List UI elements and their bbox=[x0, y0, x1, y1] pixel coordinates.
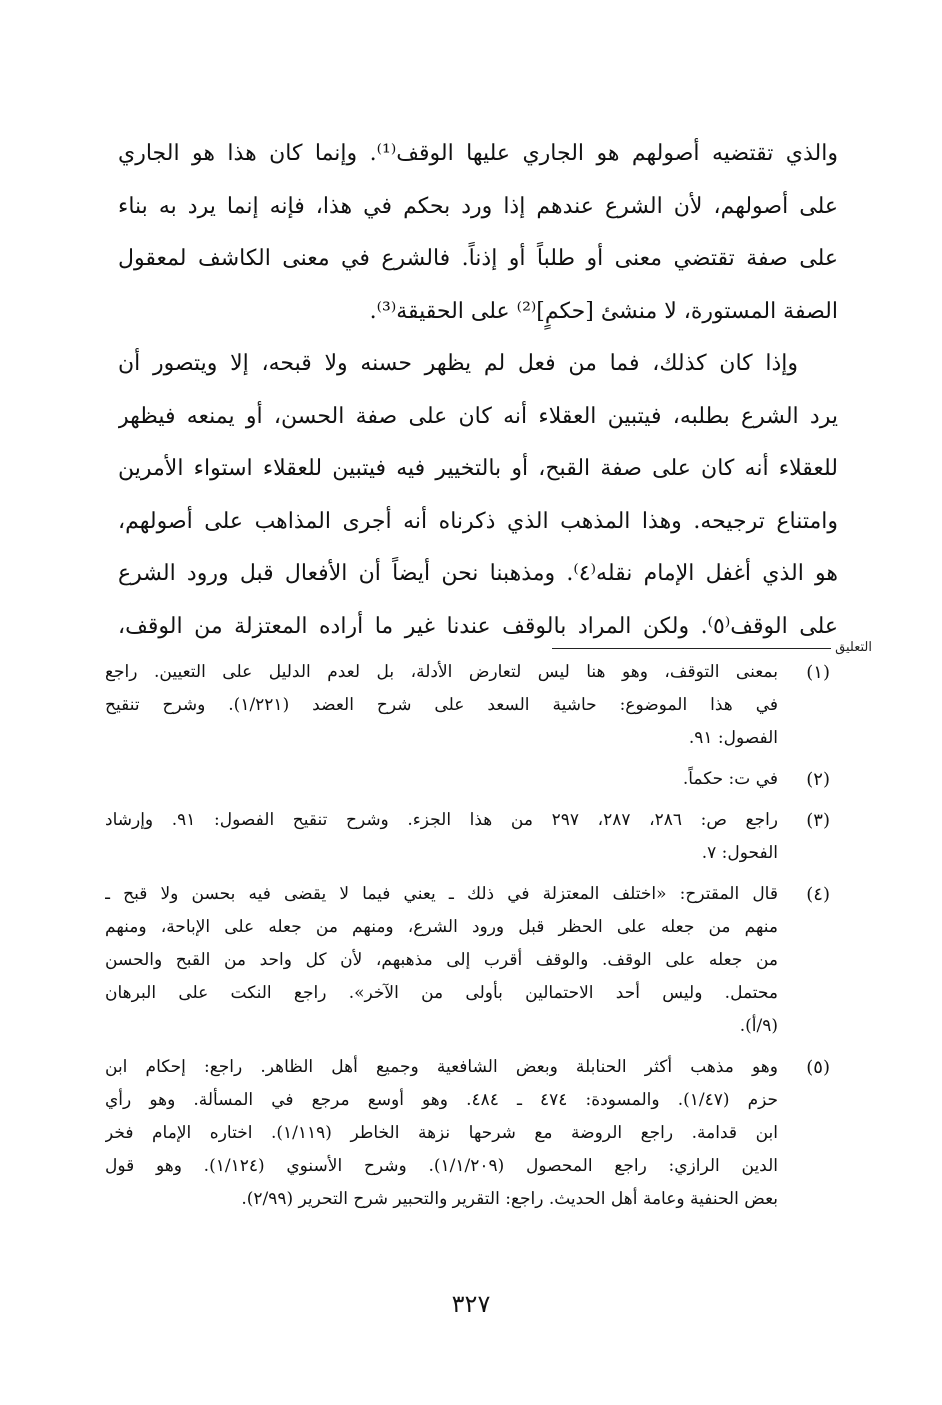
footnote-marker: (٢) bbox=[806, 769, 830, 790]
footnote-line: (٩/أ). bbox=[739, 1016, 778, 1036]
text-line: وإذا كان كذلك، فما من فعل لم يظهر حسنه ولا قبحه، إلا ويتصور أن bbox=[118, 351, 798, 376]
footnotes bbox=[105, 656, 830, 1224]
footnote-line: بمعنى التوقف، وهو هنا ليس لتعارض الأدلة، بل لعدم الدليل على التعيين. راجع bbox=[105, 662, 778, 682]
text-line: على صفة تقتضي معنى أو طلباً أو إذناً. فالشرع في معنى الكاشف لمعقول bbox=[118, 246, 838, 271]
footnote-5 bbox=[105, 1051, 830, 1216]
footnote-line: راجع ص: ٢٨٦، ٢٨٧، ٢٩٧ من هذا الجزء. وشرح تنقيح الفصول: ٩١. وإرشاد bbox=[105, 810, 778, 830]
footnote-line: الفصول: ٩١. bbox=[688, 728, 778, 748]
footnote-line: محتمل. وليس أحد الاحتمالين بأولى من الآخر». راجع النكت على البرهان bbox=[105, 983, 778, 1003]
footnote-3 bbox=[105, 804, 830, 870]
separator-rule bbox=[552, 648, 831, 649]
footnote-4 bbox=[105, 878, 830, 1043]
footnote-line: في ت: حكماً. bbox=[682, 769, 778, 789]
footnote-2 bbox=[105, 763, 830, 796]
text-line: يرد الشرع بطلبه، فيتبين العقلاء أنه كان على صفة الحسن، أو يمنعه فيظهر bbox=[118, 403, 838, 429]
footnote-line: الفحول: ٧. bbox=[701, 843, 778, 863]
footnote-line: حزم (١/٤٧). والمسودة: ٤٧٤ ـ ٤٨٤. وهو أوسع مرجع في المسألة. وهو رأي bbox=[105, 1090, 778, 1110]
text-line: وامتناع ترجيحه. وهذا المذهب الذي ذكرناه أنه أجرى المذاهب على أصولهم، bbox=[118, 508, 838, 534]
text-line: هو الذي أغفل الإمام نقله⁽٤⁾. ومذهبنا نحن أيضاً أن الأفعال قبل ورود الشرع bbox=[118, 561, 838, 586]
footnote-marker: (١) bbox=[806, 662, 830, 683]
footnote-line: قال المقترح: «اختلف المعتزلة في ذلك ـ يعني فيما لا يقضى فيه بحسن ولا قبح ـ bbox=[105, 884, 778, 904]
text-line: والذي تقتضيه أصولهم هو الجاري عليها الوقف⁽¹⁾. وإنما كان هذا هو الجاري bbox=[118, 141, 838, 166]
footnote-marker: (٤) bbox=[806, 884, 830, 905]
footnote-marker: (٣) bbox=[806, 810, 830, 831]
footnote-line: الدين الرازي: راجع المحصول (١/١/٢٠٩). وشرح الأسنوي (١/١٢٤). وهو قول bbox=[105, 1156, 778, 1176]
footnote-line: وهو مذهب أكثر الحنابلة وبعض الشافعية وجميع أهل الظاهر. راجع: إحكام ابن bbox=[105, 1057, 778, 1077]
paragraph-2 bbox=[118, 338, 838, 653]
notes-label: التعليق bbox=[835, 639, 872, 655]
footnote-line: ابن قدامة. راجع الروضة مع شرحها نزهة الخاطر (١/١١٩). اختاره الإمام فخر bbox=[105, 1123, 778, 1143]
text-line: على الوقف⁽٥⁾. ولكن المراد بالوقف عندنا غير ما أراده المعتزلة من الوقف، bbox=[118, 613, 838, 639]
page-number: ٣٢٧ bbox=[451, 1290, 491, 1318]
footnote-line: في هذا الموضوع: حاشية السعد على شرح العضد (١/٢٢١). وشرح تنقيح bbox=[105, 695, 778, 715]
text-line: الصفة المستورة، لا منشئ [حكمٍ]⁽²⁾ على الحقيقة⁽³⁾. bbox=[369, 298, 838, 324]
footnote-line: من جعله على الوقف. والوقف أقرب إلى مذهبهم، لأن كل واحد من القبح والحسن bbox=[105, 950, 778, 970]
footnote-line: منهم من جعله على الحظر قبل ورود الشرع، ومنهم من جعله على الإباحة، ومنهم bbox=[105, 917, 778, 937]
footnote-1 bbox=[105, 656, 830, 755]
footnote-marker: (٥) bbox=[806, 1057, 830, 1078]
footnote-line: بعض الحنفية وعامة أهل الحديث. راجع: التقرير والتحبير شرح التحرير (٢/٩٩). bbox=[241, 1189, 778, 1209]
text-line: على أصولهم، لأن الشرع عندهم إذا ورد بحكم في هذا، فإنه إنما يرد به بناء bbox=[118, 193, 838, 219]
paragraph-1 bbox=[118, 128, 838, 338]
text-line: للعقلاء أنه كان على صفة القبح، أو بالتخيير فيه فيتبين للعقلاء استواء الأمرين bbox=[118, 456, 838, 481]
main-text bbox=[118, 128, 838, 653]
footnote-separator bbox=[552, 637, 872, 657]
